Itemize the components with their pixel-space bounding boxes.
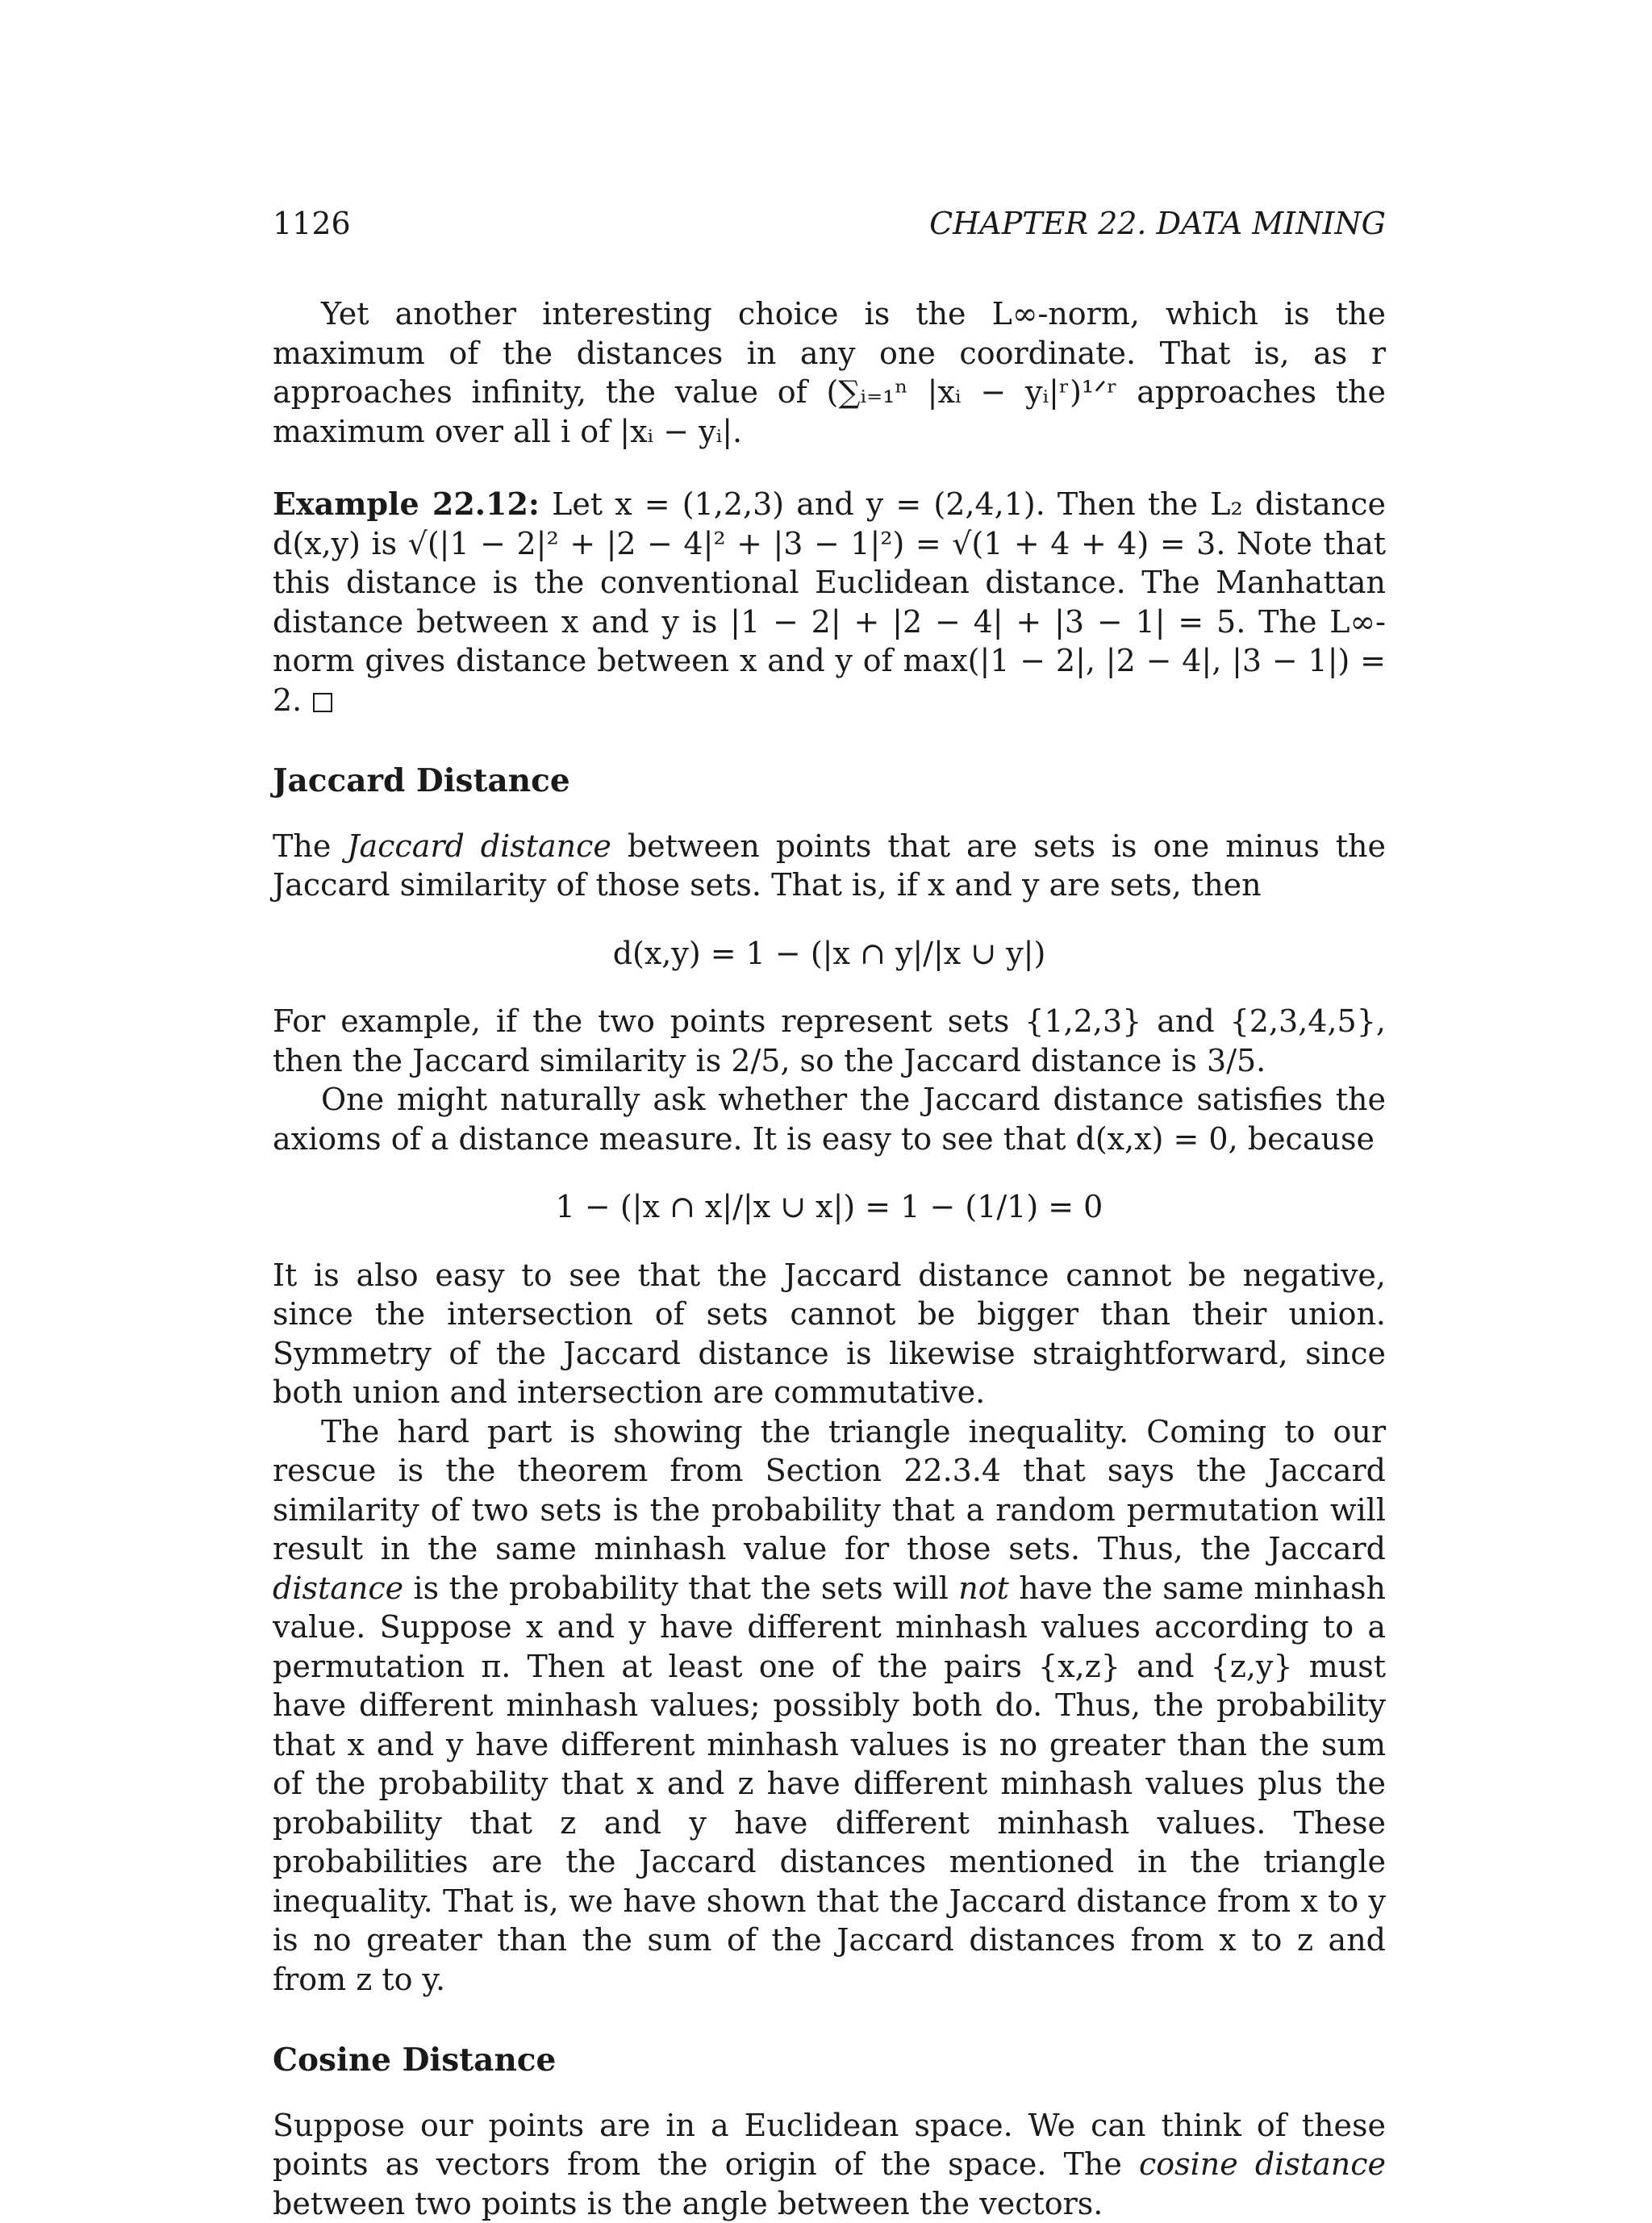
paragraph-text: is the probability that the sets will	[403, 1570, 958, 1606]
body-text	[273, 294, 1386, 2223]
section-heading-cosine: Cosine Distance	[273, 2041, 1386, 2080]
paragraph-jaccard-nonnegative: It is also easy to see that the Jaccard distance cannot be negative, since the intersection of sets cannot be bigger than their union. Symmetry of the Jaccard distance is likewise straightforward, since both union and intersection are commutative.	[273, 1256, 1386, 1412]
running-head: CHAPTER 22. DATA MINING	[929, 206, 1386, 241]
page-number: 1126	[273, 206, 351, 241]
paragraph-text: Suppose our points are in a Euclidean space. We can think of these points as vectors from the origin of the space. The	[273, 2108, 1386, 2183]
term-jaccard-distance: Jaccard distance	[347, 828, 611, 864]
paragraph-text: The hard part is showing the triangle inequality. Coming to our rescue is the theorem from Section 22.3.4 that says the Jaccard similarity of two sets is the probability that a random permutation will result in the same minhash value for those sets. Thus, the Jaccard	[273, 1414, 1386, 1567]
example-text: Let x = (1,2,3) and y = (2,4,1). Then the L₂ distance d(x,y) is √(|1 − 2|² + |2 − 4|² + |3 − 1|²) = √(1 + 4 + 4) = 3. Note that this distance is the conventional Euclidean distance. The Manhattan distance between x and y is |1 − 2| + |2 − 4| + |3 − 1| = 5. The L∞-norm gives distance between x and y of max(|1 − 2|, |2 − 4|, |3 − 1|) = 2.	[273, 486, 1386, 718]
equation-self-distance: 1 − (|x ∩ x|/|x ∪ x|) = 1 − (1/1) = 0	[273, 1187, 1386, 1227]
qed-box-icon	[313, 693, 332, 712]
emphasis: distance	[273, 1570, 403, 1606]
paragraph-cosine-intro	[273, 2106, 1386, 2223]
paragraph-jaccard-axioms: One might naturally ask whether the Jaccard distance satisfies the axioms of a distance measure. It is easy to see that d(x,x) = 0, because	[273, 1080, 1386, 1158]
example-label: Example 22.12:	[273, 486, 540, 522]
intro-text: between points that are sets is one minus the Jaccard similarity of those sets. That is, if x and y are sets, then	[273, 828, 1386, 903]
page-header	[273, 206, 1386, 246]
example-22-12	[273, 485, 1386, 719]
paragraph-text: have the same minhash value. Suppose x and y have different minhash values according to a permutation π. Then at least one of the pairs {x,z} and {z,y} must have different minhash values; possibly both do. Thus, the probability that x and y have different minhash values is no greater than the sum of the probability that x and z have different minhash values plus the probability that z and y have different minhash values. These probabilities are the Jaccard distances mentioned in the triangle inequality. That is, we have shown that the Jaccard distance from x to y is no greater than the sum of the Jaccard distances from x to z and from z to y.	[273, 1570, 1386, 1997]
paragraph-triangle-inequality	[273, 1412, 1386, 2000]
paragraph-jaccard-intro	[273, 827, 1386, 905]
emphasis: not	[958, 1570, 1009, 1606]
intro-text: The	[273, 828, 347, 864]
equation-jaccard-distance: d(x,y) = 1 − (|x ∩ y|/|x ∪ y|)	[273, 934, 1386, 974]
paragraph-linf-norm: Yet another interesting choice is the L∞-norm, which is the maximum of the distances in any one coordinate. That is, as r approaches infinity, the value of (∑ᵢ₌₁ⁿ |xᵢ − yᵢ|ʳ)¹ᐟʳ approaches the maximum over all i of |xᵢ − yᵢ|.	[273, 294, 1386, 451]
section-heading-jaccard: Jaccard Distance	[273, 761, 1386, 801]
term-cosine-distance: cosine distance	[1139, 2146, 1386, 2182]
paragraph-text: between two points is the angle between the vectors.	[273, 2186, 1103, 2221]
paragraph-jaccard-example: For example, if the two points represent sets {1,2,3} and {2,3,4,5}, then the Jaccard similarity is 2/5, so the Jaccard distance is 3/5.	[273, 1002, 1386, 1080]
